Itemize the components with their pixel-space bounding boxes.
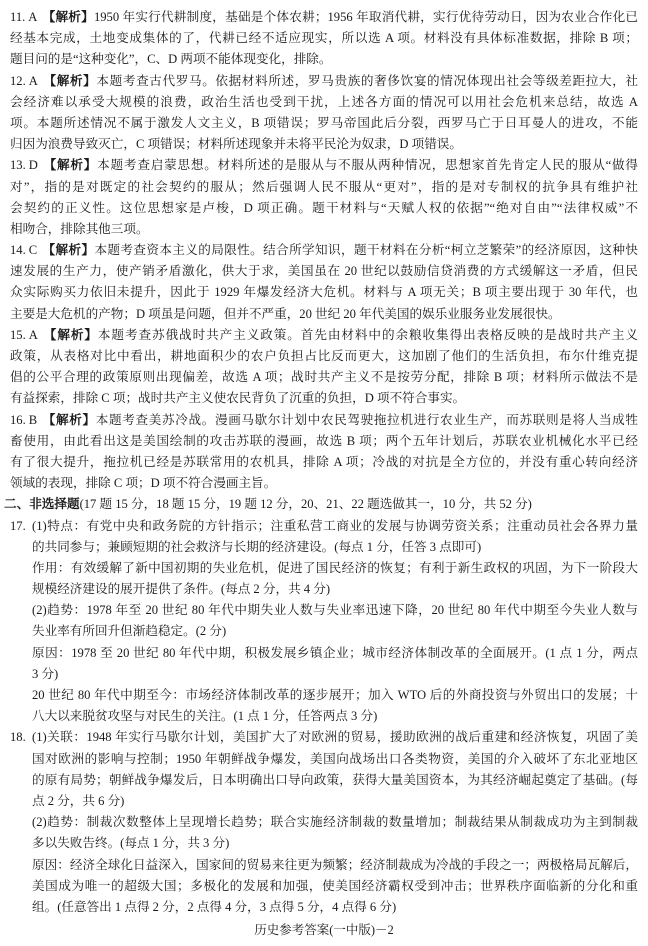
answer-item-16 — [10, 410, 638, 495]
analysis-tag: 【解析】 — [42, 412, 96, 427]
answer-item-17 — [10, 516, 638, 728]
explanation-line: 有了很大提升，拖拉机已经是苏联常用的农机具，排除 A 项；冷战的对抗是全方位的，并没有重心转向经济 — [10, 454, 638, 469]
analysis-tag: 【解析】 — [42, 327, 98, 342]
section-title: 二、非选择题 — [4, 497, 80, 512]
explanation-line: 项。本题所述情况不属于激发人文主义，B 项错误；罗马帝国此后分裂，西罗马亡于日耳曼人的进攻，不能 — [10, 115, 638, 130]
question-number: 12. — [10, 73, 26, 88]
explanation-line: 经基本完成，土地变成集体的了，代耕已经不适应现实，所以选 A 项。材料没有具体标准数据，排除 B 项； — [10, 31, 638, 46]
answer-line: 原因：1978 至 20 世纪 80 年代中期，积极发展乡镇企业；城市经济体制改革的全面展开。(1 点 1 分，两点 — [32, 645, 638, 660]
section-score-note: (17 题 15 分，18 题 15 分，19 题 12 分，20、21、22 题选做其一，10 分，共 52 分) — [79, 497, 532, 512]
explanation-line — [10, 410, 638, 431]
answer-item-11 — [10, 7, 638, 71]
explanation-line: 倡的公平合理的政策原则出现偏差，故选 A 项；战时共产主义不是按劳分配，排除 B 项；材料所示做法不是 — [10, 370, 638, 385]
explanation-text: 本题考查苏俄战时共产主义政策。首先由材料中的余粮收集得出表格反映的是战时共产主义 — [97, 327, 638, 342]
explanation-line — [10, 155, 638, 176]
answer-letter: A — [28, 327, 38, 342]
analysis-tag: 【解析】 — [42, 10, 94, 24]
question-number: 11. — [10, 10, 26, 24]
question-number: 16. — [10, 412, 26, 427]
explanation-line: 对”，指的是对既定的社会契约的服从；然后强调人民不服从“更对”，指的是对专制权的抗争具有维护社 — [10, 179, 638, 194]
answer-line: 美国成为唯一的超级大国；多极化的发展和加强，使美国经济霸权受到冲击；世界秩序面临新的分化和重 — [32, 878, 638, 893]
explanation-line: 题目问的是“这种变化”，C、D 两项不能体现变化，排除。 — [10, 52, 332, 67]
explanation-text: 本题考查资本主义的局限性。结合所学知识，题干材料在分析“柯立芝繁荣”的经济原因，这种快 — [94, 243, 638, 258]
explanation-line: 速发展的生产力，使产销矛盾激化，供大于求，美国虽在 20 世纪以鼓励信贷消费的方式缓解这一矛盾，但民 — [10, 264, 638, 279]
explanation-line: 众实际购买力依旧未提升，因此于 1929 年爆发经济大危机。材料与 A 项无关；B 项主要出现于 30 年代，也 — [10, 285, 638, 300]
answer-letter: D — [28, 158, 38, 173]
analysis-tag: 【解析】 — [42, 243, 95, 258]
answer-line: 规模经济建设的展开提供了条件。(每点 2 分，共 4 分) — [32, 582, 331, 597]
answer-item-15 — [10, 325, 638, 410]
explanation-line: 领域的表现，排除 C 项；D 项不符合漫画主旨。 — [10, 476, 277, 491]
section-heading — [4, 494, 638, 515]
explanation-text: 本题考查古代罗马。依据材料所述，罗马贵族的奢侈饮宴的情况体现出社会等级差距拉大，社 — [96, 73, 638, 88]
explanation-line: 畜使用，由此看出这是美国绘制的攻击苏联的漫画，故选 B 项；两个五年计划后，苏联农业机械化水平已经 — [10, 433, 638, 448]
answer-letter: A — [28, 10, 38, 24]
answer-text: (1)关联：1948 年实行马歇尔计划，美国扩大了对欧洲的贸易，援助欧洲的战后重建和经济恢复，巩固了美 — [32, 730, 638, 745]
answer-key-page — [4, 7, 638, 918]
answer-line: 20 世纪 80 年代中期至今：市场经济体制改革的逐步展开；加入 WTO 后的外商投资与外贸出口的发展；十 — [32, 688, 638, 702]
answer-line: 原因：经济全球化日益深入，国家间的贸易来往更为频繁；经济制裁成为冷战的手段之一；两极格局瓦解后， — [32, 857, 638, 872]
explanation-line — [10, 240, 638, 261]
answer-line — [10, 727, 638, 748]
answer-item-14 — [10, 240, 638, 325]
explanation-line: 政策，从表格对比中看出，耕地面积少的农户负担占比反而更大，这加剧了他们的生活负担，布尔什维克提 — [10, 349, 638, 363]
answer-line: 的共同参与；兼顾短期的社会救济与长期的经济建设。(每点 1 分，任答 3 点即可) — [32, 539, 482, 554]
analysis-tag: 【解析】 — [42, 73, 97, 88]
explanation-line: 归因为浪费导致灭亡，C 项错误；材料所述现象并未将平民沦为奴隶，D 项错误。 — [10, 137, 462, 152]
explanation-text: 本题考查启蒙思想。材料所述的是服从与不服从两种情况，思想家首先肯定人民的服从“做得 — [97, 158, 638, 173]
analysis-tag: 【解析】 — [42, 158, 98, 173]
answer-line: 作用：有效缓解了新中国初期的失业危机，促进了国民经济的恢复；有利于新生政权的巩固，为下一阶段大 — [32, 560, 638, 575]
explanation-line: 相吻合，排除其他三项。 — [10, 221, 149, 236]
answer-line: 国对欧洲的影响与控制；1950 年朝鲜战争爆发，美国向战场出口各类物资，美国的介入破坏了东北亚地区 — [32, 751, 638, 766]
answer-item-13 — [10, 155, 638, 240]
explanation-line: 会经济难以承受大规模的浪费，政治生活也受到干扰，上述各方面的情况可以用社会危机来总结，故选 A — [10, 94, 638, 109]
explanation-text: 1950 年实行代耕制度，基础是个体农耕；1956 年取消代耕，实行优待劳动日，因为农业合作化已 — [93, 10, 638, 24]
answer-text: (1)特点：有党中央和政务院的方针指示；注重私营工商业的发展与协调劳资关系；注重动员社会各界力量 — [32, 518, 638, 533]
answer-letter: B — [28, 412, 38, 427]
answer-line: 八大以来脱贫攻坚与对民生的关注。(1 点 1 分，任答两点 3 分) — [32, 709, 378, 724]
answer-line: 点 2 分，共 6 分) — [32, 793, 125, 808]
answer-line: 的原有局势；朝鲜战争爆发后，日本明确出口导向政策，获得大量美国资本，为其经济崛起奠定了基础。(每 — [32, 772, 638, 787]
question-number: 14. — [10, 243, 26, 258]
answer-line: (2)趋势：1978 年至 20 世纪 80 年代中期失业人数与失业率迅速下降，20 世纪 80 年代中期至今失业人数与 — [32, 603, 638, 618]
answer-line: 组。(任意答出 1 点得 2 分，2 点得 4 分，3 点得 5 分，4 点得 6 分) — [32, 899, 397, 914]
answer-letter: C — [28, 243, 38, 258]
answer-item-18 — [10, 727, 638, 918]
answer-line: 3 分) — [32, 666, 59, 681]
question-number: 18. — [10, 730, 26, 745]
explanation-line — [10, 325, 638, 346]
explanation-text: 本题考查美苏冷战。漫画马歇尔计划中农民驾驶拖拉机进行农业生产，而苏联则是将人当成牲 — [95, 412, 638, 427]
explanation-line — [10, 71, 638, 92]
answer-item-12 — [10, 71, 638, 156]
explanation-line: 有益探索，排除 C 项；战时共产主义使农民背负了沉重的负担，D 项不符合事实。 — [10, 391, 466, 406]
answer-line: 多以失败告终。(每点 1 分，共 3 分) — [32, 836, 230, 851]
page-footer: 历史参考答案(一中版)－2 — [254, 923, 394, 937]
explanation-line: 会契约的正义性。这位思想家是卢梭，D 项正确。题干材料与“天赋人权的依据”“绝对自由”“法律权威”不 — [10, 200, 638, 215]
answer-line: 失业率有所回升但渐趋稳定。(2 分) — [32, 624, 227, 639]
answer-letter: A — [28, 73, 38, 88]
answer-line — [10, 516, 638, 537]
explanation-line: 主要是大危机的产物；D 项虽是问题，但并不严重，20 世纪 20 年代美国的娱乐业服务业发展很快。 — [10, 306, 561, 321]
question-number: 13. — [10, 158, 26, 173]
question-number: 17. — [10, 518, 26, 533]
answer-line: (2)趋势：制裁次数整体上呈现增长趋势；联合实施经济制裁的数量增加；制裁结果从制裁成功为主到制裁 — [32, 815, 638, 830]
question-number: 15. — [10, 327, 26, 342]
explanation-line — [10, 7, 638, 28]
